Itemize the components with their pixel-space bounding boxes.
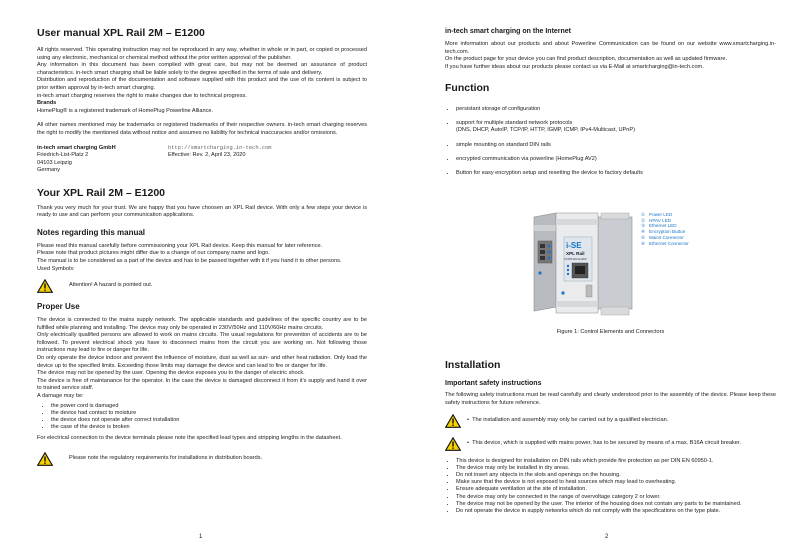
function-list bbox=[445, 98, 776, 184]
device-model: XXXPLRAI E1200 bbox=[564, 256, 587, 261]
notes-text-3: The manual is to be considered as a part of the device and has to be passed together with it if you hand it to other persons. bbox=[37, 257, 342, 264]
list-item: • This device is designed for installation on DIN rails which provide fire protection as per DIN EN 60950-1. bbox=[456, 458, 776, 465]
company-name: in-tech smart charging GmbH bbox=[37, 144, 116, 151]
warning-text-1: • The installation and assembly may only be carried out by a qualified electrician. bbox=[467, 416, 669, 423]
trademarks-text: All other names mentioned may be trademarks or registered trademarks of their respective owners. in-tech smart charging reserves the right to modify the mentioned data without notice and assumes no liability for technical inaccuracies and/or omissions. bbox=[37, 122, 367, 136]
notes-text-4: Used Symbols: bbox=[37, 265, 75, 272]
installation-heading: Installation bbox=[445, 359, 501, 372]
regulatory-row bbox=[37, 450, 367, 467]
device-figure bbox=[445, 211, 776, 319]
legend-ethernet-led: ③ Ethernet LED bbox=[641, 223, 677, 229]
internet-heading: in-tech smart charging on the Internet bbox=[445, 28, 572, 35]
proper-use-text-6: A damage may be: bbox=[37, 393, 84, 400]
list-item: • Ensure adequate ventilation at the site of installation. bbox=[456, 486, 776, 493]
list-item: • encrypted communication via powerline (HomePlug AV2) bbox=[456, 156, 776, 163]
legend-mains-connector: ⑤ Mains Connector bbox=[641, 235, 684, 240]
company-street: Friedrich-List-Platz 2 bbox=[37, 152, 89, 159]
safety-heading: Important safety instructions bbox=[445, 380, 542, 388]
company-city: 04103 Leipzig bbox=[37, 159, 72, 166]
section-title: Your XPL Rail 2M – E1200 bbox=[37, 186, 165, 199]
list-item: • simple mounting on standard DIN rails bbox=[456, 142, 776, 149]
notes-text-2: Please note that product pictures might differ due to a change of our company name and logo. bbox=[37, 250, 270, 257]
callout-2-icon: ② bbox=[641, 217, 646, 223]
proper-use-text-4: The device may not be opened by the user. Opening the device exposes you to the danger of electric shock. bbox=[37, 370, 305, 377]
proper-use-text-5: The device is free of maintanance for the operator. In the case the device is damaged disconnect it from it's supply and hand it over to trained service staff. bbox=[37, 377, 367, 392]
regulatory-text: Please note the regulatory requirements for installations in distribution boards. bbox=[69, 454, 263, 461]
proper-use-text-2: Only electrically qualified persons are allowed to work on mains circuits. The usual regulations for prevention of accidents are to be followed. To prevent electrical shock you have to disconnect mains from the circuit you are working on. Not following those instructions may lead to fire or danger for life. bbox=[37, 332, 367, 354]
internet-text-2: On the product page for your device you can find product description, documentation as well as updated firmware. bbox=[445, 56, 728, 63]
page-2 bbox=[404, 0, 808, 558]
warning-row-2 bbox=[445, 435, 776, 453]
info-text-1: Any information in this document has been compiled with great care, but may not be deemed an assurance of product characteristics. in-tech smart charging shall be liable solely to the degree specified in the terms of sale and delivery. bbox=[37, 62, 367, 76]
legend-hpav-led: ② HPAV LED bbox=[641, 217, 672, 223]
legend-ethernet-connector: ⑥ Ethernet Connector bbox=[641, 240, 689, 246]
list-item: • support for multiple standard network protocols (DNS, DHCP, AutoIP, TCP/IP, HTTP, IGMP, ICMP, IPv4-Multicast, UPnP) bbox=[456, 120, 776, 134]
notes-text-1: Please read this manual carefully before commissioning your XPL Rail device. Keep this manual for later reference. bbox=[37, 242, 323, 249]
effective-date: Effective: Rev. 2, April 23, 2020 bbox=[168, 152, 246, 159]
thanks-text: Thank you very much for your trust. We are happy that you have choosen an XPL Rail device. With only a few steps your device is ready to use and can perform your communication applications. bbox=[37, 204, 367, 219]
list-item: • Do not insert any objects in the slots and openings on the housing. bbox=[456, 472, 776, 479]
callout-1-icon: ① bbox=[641, 211, 646, 217]
brands-text: HomePlug® is a registered trademark of HomePlug Powerline Alliance. bbox=[37, 107, 214, 114]
function-heading: Function bbox=[445, 82, 490, 95]
notes-heading: Notes regarding this manual bbox=[37, 227, 146, 237]
damage-list bbox=[37, 403, 367, 432]
legend-encryption-button: ④ Encryption Button bbox=[641, 229, 686, 235]
page-number: 1 bbox=[199, 534, 203, 540]
page-2-column bbox=[445, 27, 776, 515]
list-item: • Button for easy encryption setup and resetting the device to factory defaults bbox=[456, 170, 776, 177]
internet-text-3: If you have further ideas about our products please contact us via E-Mail at smartcharging@in-tech.com. bbox=[445, 63, 704, 70]
attention-text: Attention! A hazard is pointed out. bbox=[69, 281, 153, 288]
website-link[interactable]: http://smartcharging.in-tech.com bbox=[168, 144, 272, 151]
warning-text-2: • This device, which is supplied with mains power, has to be secured by means of a max. B16A circuit breaker. bbox=[467, 439, 742, 446]
info-text-2: Distribution and reproduction of the documentation and software supplied with this product and the use of its content is subject to prior written approval by in-tech smart charging. bbox=[37, 77, 367, 91]
proper-use-text-1: The device is connected to the mains supply network. The applicable standards and guidelines of the specific country are to be fulfilled while planning and installing. The device may only be operated in 230V/50Hz and 110V/60Hz mains circuits. bbox=[37, 317, 367, 331]
list-item: • Make sure that the device is not exposed to heat sources which may lead to overheating. bbox=[456, 479, 776, 486]
callout-6-icon: ⑥ bbox=[641, 240, 646, 246]
warning-icon bbox=[445, 414, 461, 428]
callout-4-icon: ④ bbox=[641, 229, 646, 235]
warning-icon bbox=[37, 279, 53, 293]
company-block bbox=[37, 145, 367, 177]
internet-text-1: More information about our products and about Powerline Communication can be found on our website www.smartcharging.in-tech.com. bbox=[445, 41, 776, 55]
company-country: Germany bbox=[37, 167, 61, 174]
figure-legend bbox=[641, 212, 689, 247]
warning-icon bbox=[445, 437, 461, 451]
brands-heading: Brands bbox=[37, 100, 57, 107]
safety-list bbox=[445, 458, 776, 516]
proper-use-text-7: For electrical connection to the device terminals please note the specified lead types and stripping lengths in the datasheet. bbox=[37, 435, 342, 442]
copyright-text: All rights reserved. This operating instruction may not be reproduced in any way, whether in whole or in part, or copied or processed using any electronic, mechanical or chemical method without the prior written approval of the publisher. bbox=[37, 47, 367, 61]
device-name: XPL Rail bbox=[566, 250, 585, 256]
list-item: • the device had contact to moisture bbox=[51, 410, 367, 417]
figure-caption: Figure 1: Control Elements and Connectors bbox=[556, 328, 665, 335]
page-number: 2 bbox=[605, 534, 609, 540]
callout-3-icon: ③ bbox=[641, 223, 646, 229]
attention-row bbox=[37, 277, 367, 294]
callout-5-icon: ⑤ bbox=[641, 235, 646, 240]
list-item: • The device may not be opened by the user. The interior of the housing does not contain any parts to be maintained. bbox=[456, 501, 776, 508]
proper-use-text-3: Do only operate the device indoor and prevent the influence of moisture, dust as well as sun- and other heat radiation. Only load the device up to the specified limits. Exceeding those limits may damage the device and can lead to fire or danger for life. bbox=[37, 355, 367, 369]
warning-icon bbox=[37, 452, 53, 466]
info-text-3: in-tech smart charging reserves the right to make changes due to technical progress. bbox=[37, 92, 247, 99]
list-item: • Do not operate the device in supply networks which do not comply with the specifications on the type plate. bbox=[456, 508, 776, 515]
proper-use-heading: Proper Use bbox=[37, 302, 80, 312]
device-illustration bbox=[528, 211, 638, 319]
page-1-column bbox=[37, 27, 367, 467]
manual-title: User manual XPL Rail 2M – E1200 bbox=[37, 27, 205, 39]
warning-row-1 bbox=[445, 412, 776, 430]
list-item: • the case of the device is broken bbox=[51, 424, 367, 431]
list-item: • persistant storage of configuration bbox=[456, 106, 776, 113]
list-item: • the power cord is damaged bbox=[51, 403, 367, 410]
safety-intro: The following safety instructions must be read carefully and clearly understood prior to the assembly of the device. Please keep these safety instructions for future reference. bbox=[445, 392, 776, 406]
device-brand: i-SE bbox=[566, 240, 582, 250]
list-item: • The device may only be connected in the range of overvoltage category 2 or lower. bbox=[456, 494, 776, 501]
list-item: • the device does not operate after correct installation bbox=[51, 417, 367, 424]
legend-power-led: ① Power LED bbox=[641, 211, 673, 217]
list-item: • The device may only be installed in dry areas. bbox=[456, 465, 776, 472]
